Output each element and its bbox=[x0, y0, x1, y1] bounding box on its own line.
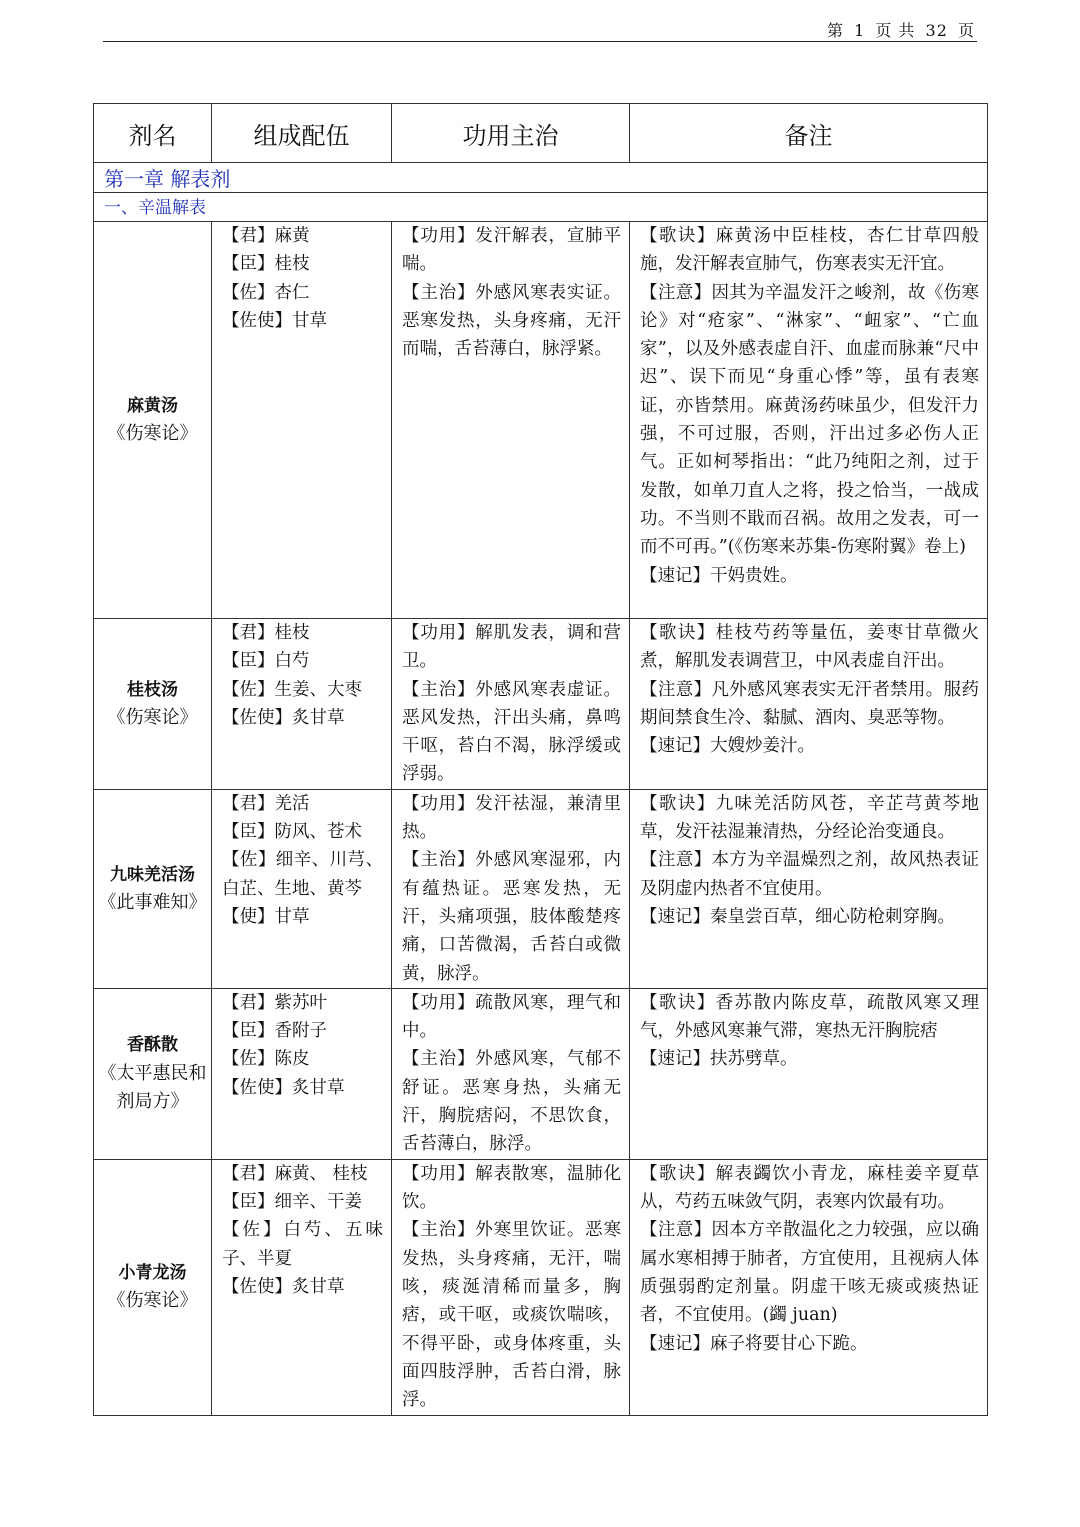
composition-cell bbox=[212, 222, 392, 619]
formula-name: 桂枝汤 bbox=[127, 679, 178, 700]
composition-cell-line: 【佐使】甘草 bbox=[222, 310, 327, 331]
notes-cell-line: 【速记】麻子将要甘心下跪。 bbox=[640, 1333, 868, 1354]
composition-cell-line: 【臣】防风、苍术 bbox=[222, 822, 362, 843]
function-cell-line: 【主治】外感风寒湿邪，内有蕴热证。恶寒发热，无汗，头痛项强，肢体酸楚疼痛，口苦微渴，舌苔白或微黄，脉浮。 bbox=[402, 850, 621, 984]
composition-cell-line: 【臣】白芍 bbox=[222, 651, 310, 672]
header-name: 剂名 bbox=[94, 104, 212, 163]
page-number: 1 bbox=[854, 21, 866, 40]
header-rule bbox=[103, 41, 977, 42]
page-label-prefix: 第 bbox=[826, 21, 844, 40]
chapter-row bbox=[94, 163, 988, 193]
function-cell-line: 【主治】外感风寒，气郁不舒证。恶寒身热，头痛无汗，胸脘痞闷，不思饮食，舌苔薄白，脉浮。 bbox=[402, 1049, 621, 1155]
composition-cell-line: 【佐】白芍、五味子、半夏 bbox=[222, 1220, 383, 1269]
header-notes: 备注 bbox=[630, 104, 988, 163]
table-row bbox=[94, 988, 988, 1159]
function-cell bbox=[392, 1159, 630, 1415]
composition-cell-line: 【使】甘草 bbox=[222, 906, 310, 927]
notes-cell-line: 【注意】本方为辛温燥烈之剂，故风热表证及阴虚内热者不宜使用。 bbox=[640, 850, 979, 899]
notes-cell bbox=[630, 988, 988, 1159]
function-cell-line: 【功用】发汗祛湿，兼清里热。 bbox=[402, 793, 621, 843]
composition-cell-line: 【佐】细辛、川芎、白芷、生地、黄芩 bbox=[222, 850, 383, 899]
section-row bbox=[94, 193, 988, 222]
composition-cell bbox=[212, 988, 392, 1159]
function-cell-line: 【主治】外寒里饮证。恶寒发热，头身疼痛，无汗，喘咳，痰涎清稀而量多，胸痞，或干呕，或痰饮喘咳，不得平卧，或身体疼重，头面四肢浮肿，舌苔白滑，脉浮。 bbox=[402, 1220, 621, 1411]
table-row bbox=[94, 1159, 988, 1415]
function-cell bbox=[392, 222, 630, 619]
formula-source: 《伤寒论》 bbox=[107, 423, 198, 444]
function-cell-line: 【功用】发汗解表，宣肺平喘。 bbox=[402, 226, 621, 275]
composition-cell-line: 【君】麻黄、 桂枝 bbox=[222, 1163, 368, 1184]
composition-cell bbox=[212, 619, 392, 790]
formula-source: 《此事难知》 bbox=[98, 891, 207, 913]
formula-source: 《伤寒论》 bbox=[107, 706, 198, 728]
notes-cell-line: 【速记】大嫂炒姜汁。 bbox=[640, 736, 815, 757]
function-cell-line: 【功用】解肌发表，调和营卫。 bbox=[402, 623, 621, 672]
header-function: 功用主治 bbox=[392, 104, 630, 163]
page-label-mid: 页 共 bbox=[875, 21, 916, 40]
function-cell-line: 【主治】外感风寒表实证。恶寒发热，头身疼痛，无汗而喘，舌苔薄白，脉浮紧。 bbox=[402, 282, 621, 360]
notes-cell-line: 【速记】秦皇尝百草，细心防枪刺穿胸。 bbox=[640, 906, 955, 927]
function-cell-line: 【功用】解表散寒，温肺化饮。 bbox=[402, 1163, 621, 1213]
notes-cell bbox=[630, 222, 988, 619]
formula-name-cell bbox=[94, 619, 212, 790]
composition-cell-line: 【佐】陈皮 bbox=[222, 1049, 310, 1070]
page-label-suffix: 页 bbox=[957, 21, 975, 40]
composition-cell bbox=[212, 1159, 392, 1415]
composition-cell-line: 【君】紫苏叶 bbox=[222, 992, 327, 1013]
page-header bbox=[825, 18, 977, 41]
notes-cell-line: 【歌诀】解表蠲饮小青龙，麻桂姜辛夏草从，芍药五味敛气阴，表寒内饮最有功。 bbox=[640, 1163, 979, 1213]
formula-name: 香酥散 bbox=[127, 1035, 178, 1056]
formula-name-cell bbox=[94, 789, 212, 988]
composition-cell-line: 【佐使】炙甘草 bbox=[222, 1277, 345, 1298]
formula-name: 小青龙汤 bbox=[118, 1262, 187, 1283]
notes-cell-line: 【歌诀】麻黄汤中臣桂枝，杏仁甘草四般施，发汗解表宣肺气，伤寒表实无汗宜。 bbox=[640, 226, 979, 275]
composition-cell bbox=[212, 789, 392, 988]
page-total: 32 bbox=[925, 21, 948, 40]
formula-name: 麻黄汤 bbox=[127, 395, 178, 416]
composition-cell-line: 【佐使】炙甘草 bbox=[222, 707, 345, 728]
composition-cell-line: 【君】羌活 bbox=[222, 793, 310, 814]
table-row bbox=[94, 619, 988, 790]
notes-cell-line: 【歌诀】九味羌活防风苍，辛芷芎黄芩地草，发汗祛湿兼清热，分经论治变通良。 bbox=[640, 793, 979, 843]
composition-cell-line: 【臣】香附子 bbox=[222, 1021, 327, 1042]
table-row bbox=[94, 789, 988, 988]
header-composition: 组成配伍 bbox=[212, 104, 392, 163]
function-cell-line: 【功用】疏散风寒，理气和中。 bbox=[402, 992, 621, 1042]
notes-cell-line: 【歌诀】香苏散内陈皮草，疏散风寒又理气，外感风寒兼气滞，寒热无汗胸脘痞 bbox=[640, 992, 979, 1042]
notes-cell bbox=[630, 789, 988, 988]
formula-source: 《伤寒论》 bbox=[107, 1290, 198, 1312]
formula-name: 九味羌活汤 bbox=[110, 864, 195, 885]
formula-name-cell bbox=[94, 988, 212, 1159]
formula-source: 《太平惠民和剂局方》 bbox=[98, 1062, 207, 1112]
notes-cell-line: 【注意】因其为辛温发汗之峻剂，故《伤寒论》对“疮家”、“淋家”、“衄家”、“亡血家”，以及外感表虚自汗、血虚而脉兼“尺中迟”、误下而见“身重心悸”等，虽有表寒证，亦皆禁用。麻黄汤药味虽少，但发汗力强，不可过服，否则，汗出过多必伤人正气。正如柯琴指出：“此乃纯阳之剂，过于发散，如单刀直人之将，投之恰当，一战成功。不当则不戢而召祸。故用之发表，可一而不可再。”(《伤寒来苏集-伤寒附翼》卷上) bbox=[640, 282, 979, 558]
notes-cell-line: 【速记】干妈贵姓。 bbox=[640, 565, 798, 586]
chapter-title: 第一章 解表剂 bbox=[94, 163, 988, 193]
notes-cell-line: 【注意】因本方辛散温化之力较强，应以确属水寒相搏于肺者，方宜使用，且视病人体质强弱酌定剂量。阴虚干咳无痰或痰热证者，不宜使用。(蠲 juan) bbox=[640, 1220, 979, 1326]
function-cell bbox=[392, 619, 630, 790]
notes-cell-line: 【速记】扶苏劈草。 bbox=[640, 1049, 798, 1070]
function-cell bbox=[392, 988, 630, 1159]
notes-cell-line: 【歌诀】桂枝芍药等量伍，姜枣甘草微火煮，解肌发表调营卫，中风表虚自汗出。 bbox=[640, 623, 979, 672]
function-cell bbox=[392, 789, 630, 988]
composition-cell-line: 【臣】细辛、干姜 bbox=[222, 1192, 362, 1213]
section-title: 一、辛温解表 bbox=[94, 193, 988, 222]
composition-cell-line: 【佐使】炙甘草 bbox=[222, 1077, 345, 1098]
function-cell-line: 【主治】外感风寒表虚证。恶风发热，汗出头痛，鼻鸣干呕，苔白不渴，脉浮缓或浮弱。 bbox=[402, 679, 621, 785]
table-row bbox=[94, 222, 988, 619]
table-header-row bbox=[94, 104, 988, 163]
formula-table bbox=[93, 103, 988, 1416]
notes-cell bbox=[630, 1159, 988, 1415]
notes-cell bbox=[630, 619, 988, 790]
notes-cell-line: 【注意】凡外感风寒表实无汗者禁用。服药期间禁食生冷、黏腻、酒肉、臭恶等物。 bbox=[640, 679, 979, 728]
composition-cell-line: 【君】桂枝 bbox=[222, 623, 310, 643]
composition-cell-line: 【佐】杏仁 bbox=[222, 282, 310, 303]
composition-cell-line: 【臣】桂枝 bbox=[222, 254, 310, 275]
formula-name-cell bbox=[94, 1159, 212, 1415]
composition-cell-line: 【君】麻黄 bbox=[222, 226, 310, 246]
composition-cell-line: 【佐】生姜、大枣 bbox=[222, 679, 362, 700]
formula-name-cell bbox=[94, 222, 212, 619]
